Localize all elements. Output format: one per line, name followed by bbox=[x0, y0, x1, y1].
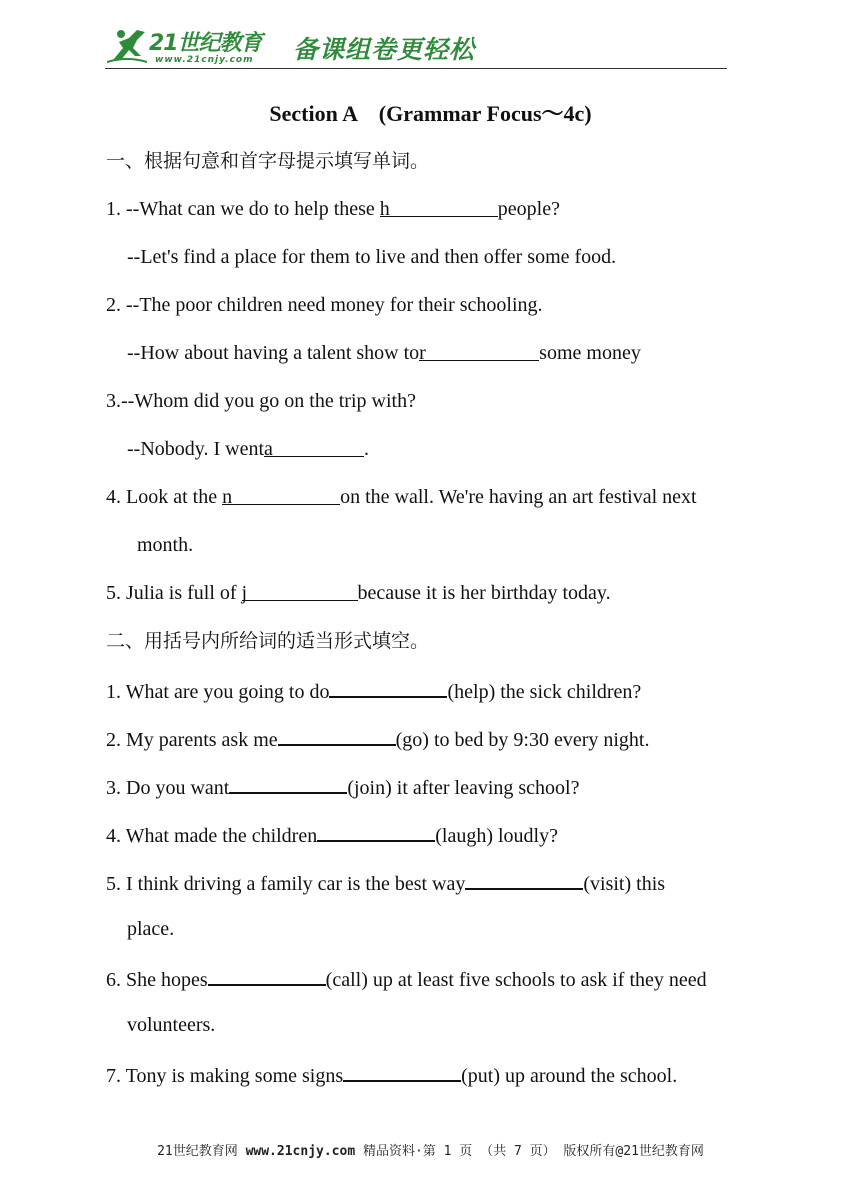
answer-blank[interactable] bbox=[419, 340, 539, 364]
part2-heading: 二、用括号内所给词的适当形式填空。 bbox=[106, 630, 430, 652]
answer-blank[interactable] bbox=[208, 964, 326, 986]
q-text: (call) up at least five schools to ask if they need bbox=[325, 969, 707, 991]
p1-q4-line2: month. bbox=[137, 534, 194, 556]
p1-q1-line1 bbox=[106, 196, 560, 222]
page-title: Section A (Grammar Focus～4c) bbox=[269, 101, 592, 126]
hint-letter: j bbox=[241, 582, 248, 604]
logo-url: www.21cnjy.com bbox=[155, 55, 254, 65]
p1-q3-line1: 3.--Whom did you go on the trip with? bbox=[106, 390, 416, 412]
p1-q4-line1 bbox=[106, 484, 697, 510]
q-text: people? bbox=[497, 198, 560, 220]
p2-q3 bbox=[106, 772, 579, 801]
answer-blank[interactable] bbox=[465, 868, 583, 890]
q-text: --Nobody. I went bbox=[127, 438, 265, 460]
answer-blank[interactable] bbox=[264, 436, 364, 460]
p2-q2 bbox=[106, 724, 649, 753]
q-text: 7. Tony is making some signs bbox=[106, 1065, 344, 1087]
page-footer bbox=[0, 1140, 861, 1159]
answer-blank[interactable] bbox=[343, 1060, 461, 1082]
q-text: --How about having a talent show to bbox=[127, 342, 420, 364]
hint-letter: n bbox=[222, 486, 233, 508]
q-text: 1. What are you going to do bbox=[106, 681, 330, 703]
p1-q1-line2: --Let's find a place for them to live and then offer some food. bbox=[127, 246, 617, 268]
page-header bbox=[105, 22, 727, 70]
logo-text: 21世纪教育 bbox=[149, 31, 262, 56]
p1-q2-line1: 2. --The poor children need money for their schooling. bbox=[106, 294, 543, 316]
p2-q6-line1 bbox=[106, 964, 707, 993]
q-text: 2. My parents ask me bbox=[106, 729, 278, 751]
answer-blank[interactable] bbox=[278, 724, 396, 746]
p2-q1 bbox=[106, 676, 641, 705]
hint-letter: h bbox=[379, 198, 390, 220]
p2-q7 bbox=[106, 1060, 677, 1089]
q-text: because it is her birthday today. bbox=[357, 582, 611, 604]
p1-q2-line2 bbox=[127, 340, 641, 366]
q-text: 4. What made the children bbox=[106, 825, 318, 847]
q-text: 5. I think driving a family car is the best way bbox=[106, 873, 466, 895]
p2-q5-line1 bbox=[106, 868, 665, 897]
q-text: 5. Julia is full of bbox=[106, 582, 242, 604]
p1-q3-line2 bbox=[127, 436, 369, 462]
q-text: 4. Look at the bbox=[106, 486, 223, 508]
q-text: 1. --What can we do to help these bbox=[106, 198, 380, 220]
q-text: (help) the sick children? bbox=[447, 681, 642, 703]
answer-blank[interactable] bbox=[379, 196, 498, 220]
part1-heading: 一、根据句意和首字母提示填写单词。 bbox=[106, 150, 430, 172]
q-text: on the wall. We're having an art festival next bbox=[340, 486, 697, 508]
header-divider bbox=[105, 68, 727, 69]
q-text: (visit) this bbox=[583, 873, 666, 895]
answer-blank[interactable] bbox=[241, 580, 358, 604]
footer-site-name: 21世纪教育网 bbox=[157, 1144, 238, 1159]
answer-blank[interactable] bbox=[329, 676, 447, 698]
q-text: (join) it after leaving school? bbox=[347, 777, 580, 799]
answer-blank[interactable] bbox=[317, 820, 435, 842]
q-text: (go) to bed by 9:30 every night. bbox=[395, 729, 650, 751]
runner-logo-icon bbox=[107, 26, 147, 66]
p2-q5-line2: place. bbox=[127, 918, 175, 940]
footer-site-url[interactable]: www.21cnjy.com bbox=[245, 1144, 356, 1159]
p1-q5-line1 bbox=[106, 580, 611, 606]
header-slogan: 备课组卷更轻松 bbox=[293, 35, 476, 64]
q-text: some money bbox=[539, 342, 641, 364]
p2-q6-line2: volunteers. bbox=[127, 1014, 216, 1036]
answer-blank[interactable] bbox=[222, 484, 340, 508]
q-text: (laugh) loudly? bbox=[435, 825, 558, 847]
q-text: . bbox=[364, 438, 370, 460]
hint-letter: r bbox=[419, 342, 426, 364]
footer-page-info: 精品资料·第 1 页 （共 7 页） 版权所有@21世纪教育网 bbox=[362, 1144, 704, 1159]
q-text: (put) up around the school. bbox=[461, 1065, 678, 1087]
hint-letter: a bbox=[264, 438, 273, 460]
answer-blank[interactable] bbox=[229, 772, 347, 794]
q-text: 6. She hopes bbox=[106, 969, 208, 991]
p2-q4 bbox=[106, 820, 558, 849]
q-text: 3. Do you want bbox=[106, 777, 230, 799]
